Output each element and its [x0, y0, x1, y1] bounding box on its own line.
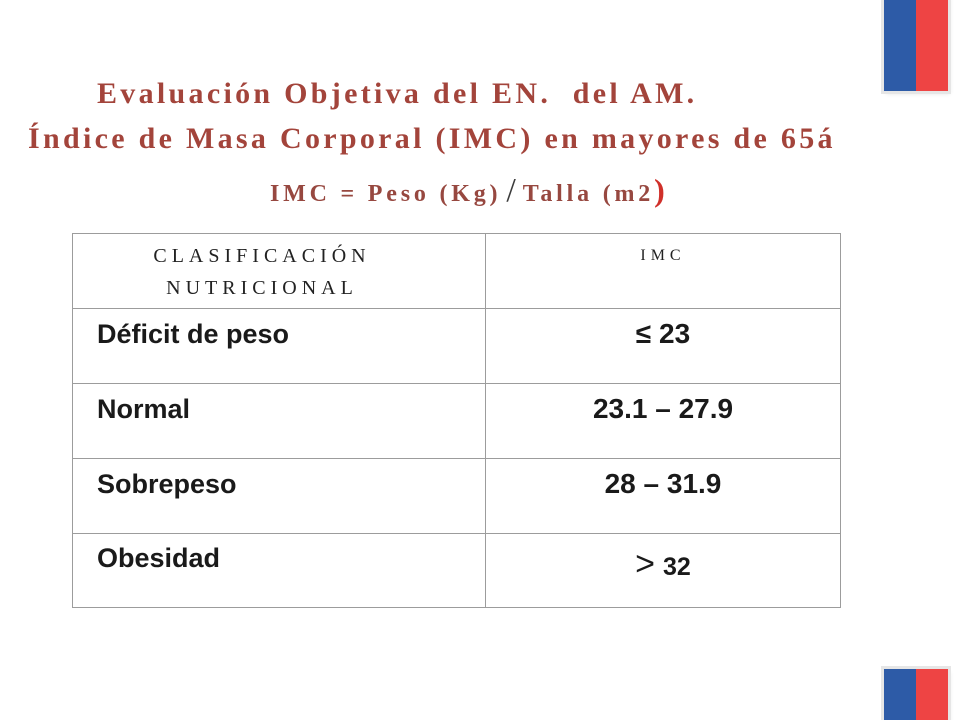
table-header-row	[73, 234, 841, 309]
flag-stripe-blue	[884, 0, 916, 91]
row-classification-label: Normal	[73, 384, 486, 459]
table-row	[73, 534, 841, 608]
flag-decoration-bottom	[884, 669, 948, 720]
flag-stripe-red	[916, 0, 948, 91]
formula-right-text: Talla (m2	[522, 181, 655, 207]
flag-stripe-blue	[884, 669, 916, 720]
formula-left-text: IMC = Peso (Kg)	[270, 181, 502, 207]
table-row	[73, 309, 841, 384]
row-classification-label: Déficit de peso	[73, 309, 486, 384]
formula-closing-paren: )	[654, 172, 665, 208]
bmi-formula	[270, 170, 665, 210]
row-imc-value	[486, 534, 841, 608]
header-imc: IMC	[486, 234, 841, 309]
table-row	[73, 384, 841, 459]
row-imc-value: ≤ 23	[486, 309, 841, 384]
imc-value-number: 32	[663, 553, 691, 581]
imc-value-symbol: >	[635, 545, 656, 583]
bmi-classification-table	[72, 233, 841, 608]
row-classification-label: Obesidad	[73, 534, 486, 608]
row-imc-value: 28 – 31.9	[486, 459, 841, 534]
formula-divider: /	[506, 172, 516, 209]
row-classification-label: Sobrepeso	[73, 459, 486, 534]
header-classification	[73, 234, 486, 309]
header-classification-label: CLASIFICACIÓN NUTRICIONAL	[153, 245, 371, 299]
flag-stripe-red	[916, 669, 948, 720]
flag-decoration-top	[884, 0, 948, 91]
row-imc-value: 23.1 – 27.9	[486, 384, 841, 459]
slide-title-line-2: Índice de Masa Corporal (IMC) en mayores de 65á	[28, 122, 836, 155]
table-row	[73, 459, 841, 534]
slide-title-line-1: Evaluación Objetiva del EN. del AM.	[97, 77, 698, 110]
